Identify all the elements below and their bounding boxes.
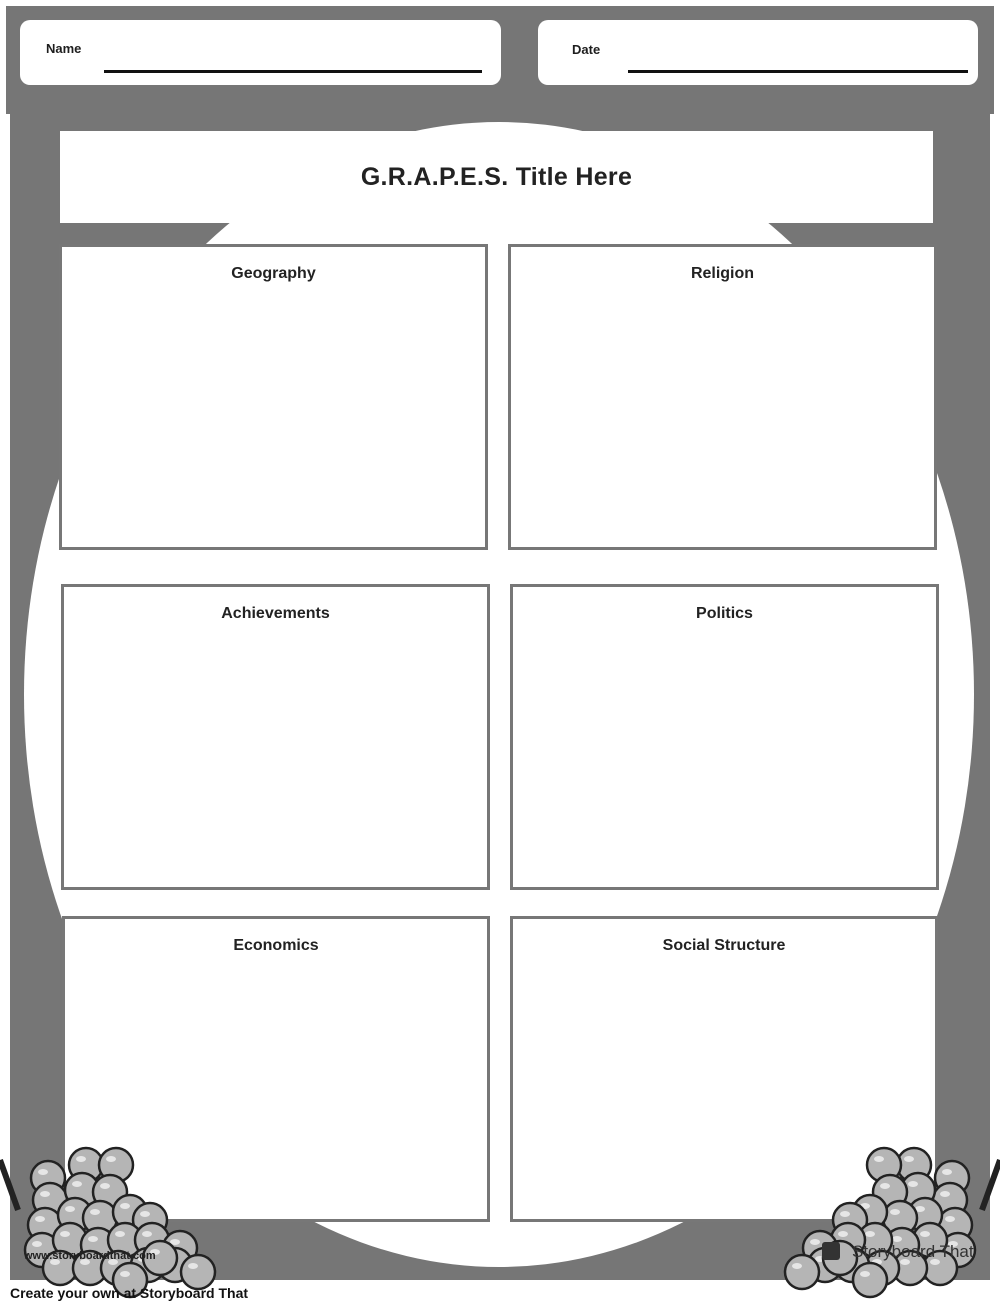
grape-highlight: [945, 1216, 955, 1222]
watermark-url: www.storyboardthat.com: [24, 1250, 156, 1262]
name-line[interactable]: [104, 70, 482, 73]
panel-title: Achievements: [221, 605, 330, 622]
grape-highlight: [904, 1156, 914, 1162]
watermark-brand: Storyboard That: [852, 1242, 974, 1261]
panel-religion[interactable]: [508, 244, 937, 550]
grape-highlight: [908, 1181, 918, 1187]
date-label: Date: [572, 42, 601, 57]
grape-highlight: [40, 1191, 50, 1197]
worksheet-title: G.R.A.P.E.S. Title Here: [360, 162, 633, 191]
grape-highlight: [792, 1263, 802, 1269]
panel-title: Social Structure: [662, 937, 786, 954]
grape-highlight: [106, 1156, 116, 1162]
title-box[interactable]: [60, 131, 933, 223]
storyboard-logo-icon: [822, 1242, 840, 1260]
grape-highlight: [65, 1206, 75, 1212]
panel-title: Economics: [233, 937, 319, 954]
panel-title: Geography: [231, 265, 316, 282]
grape-highlight: [840, 1211, 850, 1217]
footer-credit: Create your own at Storyboard That: [10, 1285, 249, 1301]
grapes-right-icon: [770, 1140, 1000, 1300]
grape-highlight: [38, 1169, 48, 1175]
grape-highlight: [860, 1271, 870, 1277]
name-label: Name: [46, 41, 82, 56]
grape-highlight: [880, 1183, 890, 1189]
grape-highlight: [920, 1231, 930, 1237]
grape-icon: [853, 1263, 887, 1297]
grape-highlight: [874, 1156, 884, 1162]
panel-title: Religion: [690, 265, 755, 282]
grape-highlight: [32, 1241, 42, 1247]
date-field-box[interactable]: [538, 20, 978, 85]
grape-highlight: [120, 1271, 130, 1277]
grape-icon: [785, 1255, 819, 1289]
grape-highlight: [120, 1203, 130, 1209]
date-line[interactable]: [628, 70, 968, 73]
panel-achievements[interactable]: [61, 584, 490, 890]
grape-highlight: [60, 1231, 70, 1237]
panel-politics[interactable]: [510, 584, 939, 890]
grape-highlight: [88, 1236, 98, 1242]
grape-highlight: [115, 1231, 125, 1237]
grape-highlight: [76, 1156, 86, 1162]
grape-highlight: [100, 1183, 110, 1189]
grape-highlight: [142, 1231, 152, 1237]
grape-icon: [181, 1255, 215, 1289]
name-field-box[interactable]: [20, 20, 501, 85]
panel-title: Politics: [696, 605, 753, 622]
panel-geography[interactable]: [59, 244, 488, 550]
grape-highlight: [940, 1191, 950, 1197]
grape-highlight: [942, 1169, 952, 1175]
grape-highlight: [90, 1209, 100, 1215]
grape-highlight: [188, 1263, 198, 1269]
grape-highlight: [810, 1239, 820, 1245]
grapes-left-icon: [0, 1140, 230, 1300]
grape-highlight: [72, 1181, 82, 1187]
grape-highlight: [890, 1209, 900, 1215]
grape-highlight: [35, 1216, 45, 1222]
grape-highlight: [838, 1231, 848, 1237]
grape-highlight: [140, 1211, 150, 1217]
grape-highlight: [865, 1231, 875, 1237]
